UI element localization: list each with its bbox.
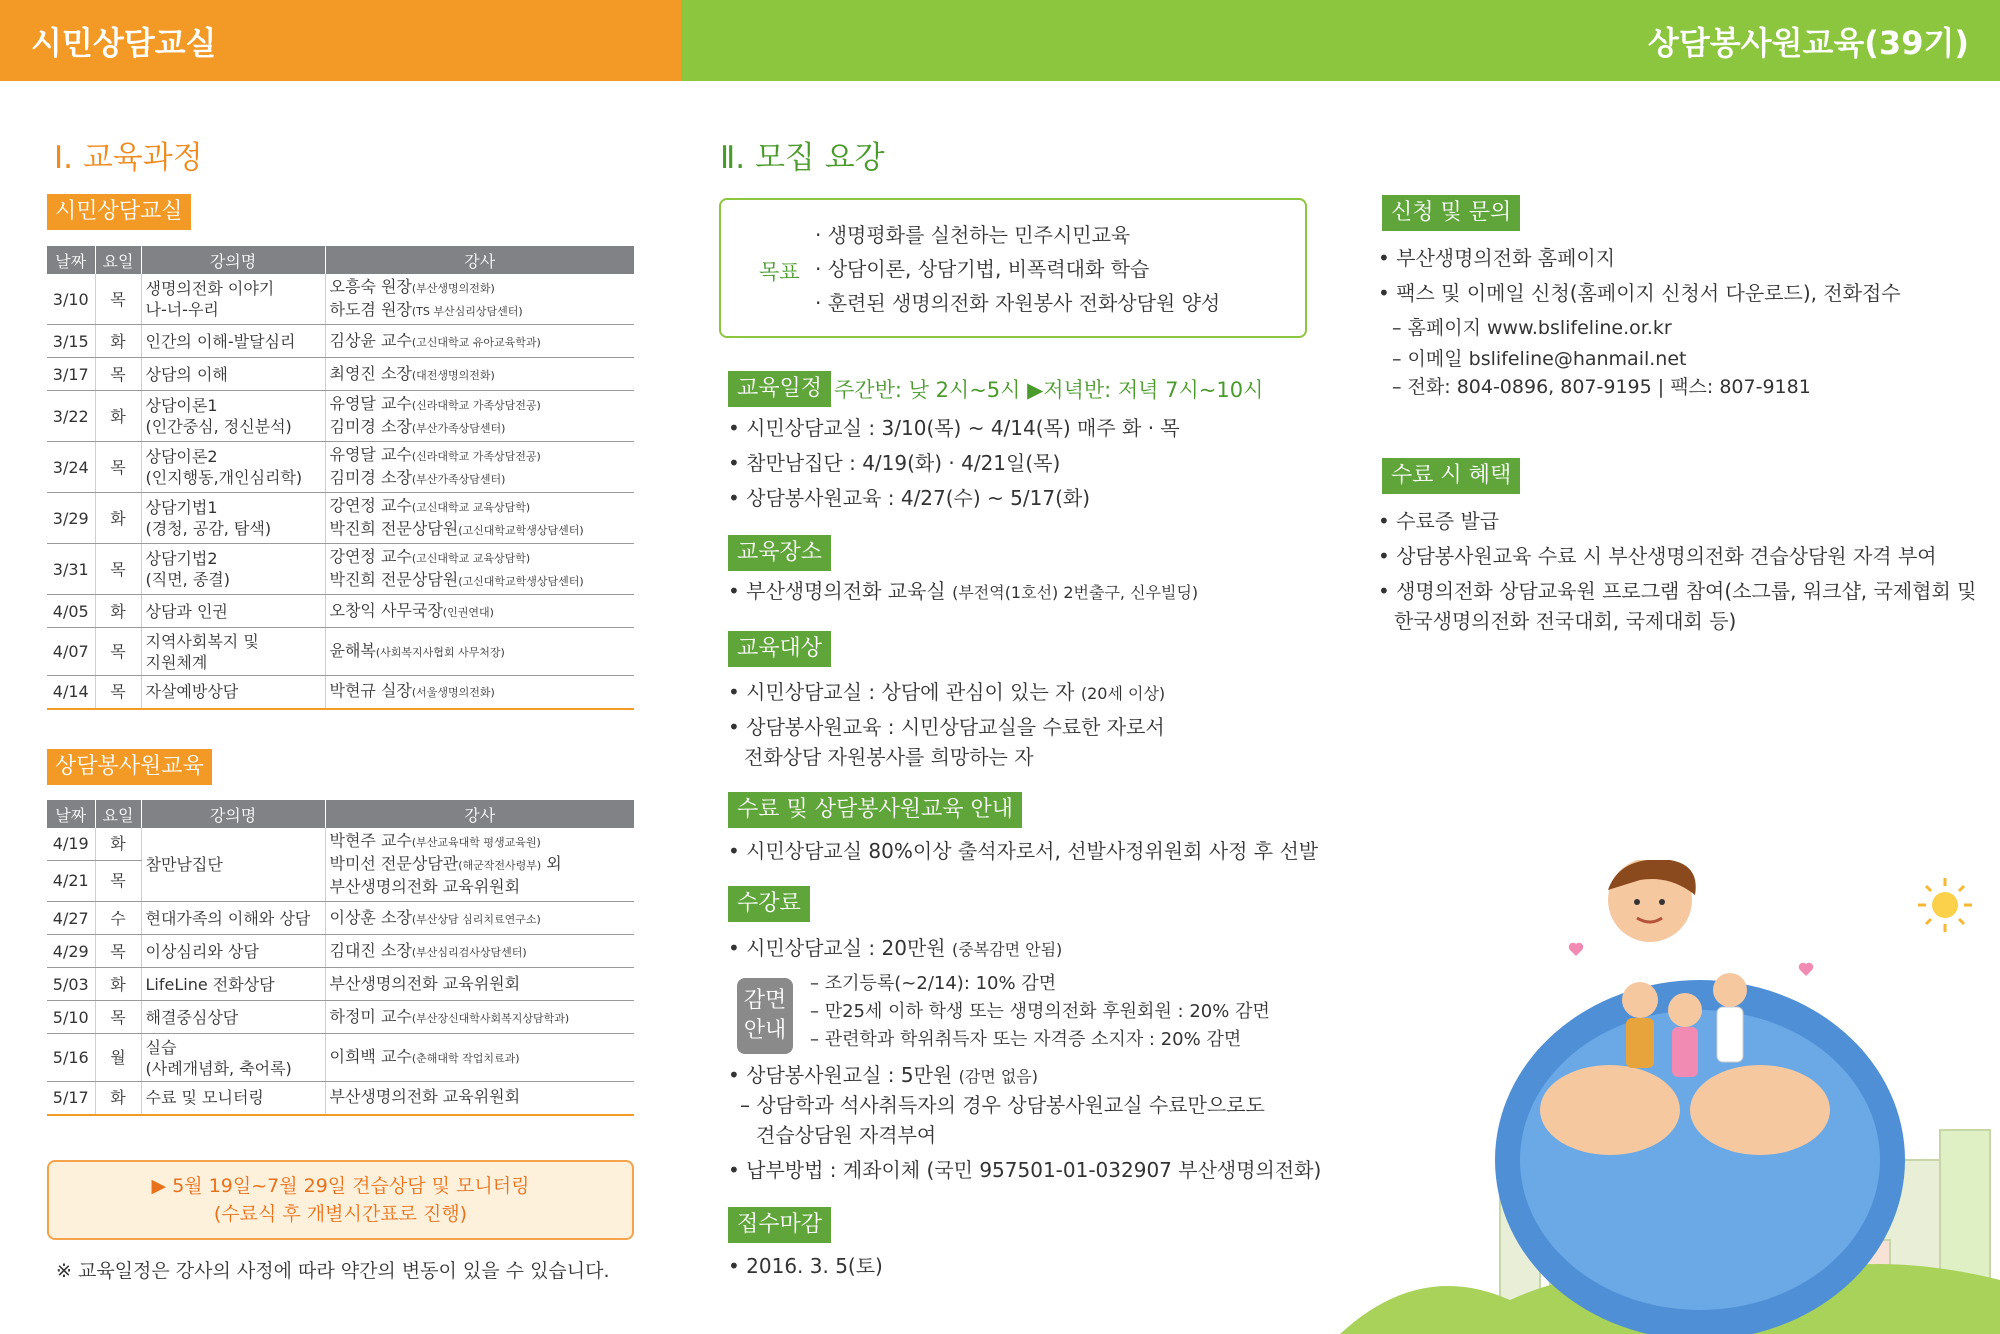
lecturer-cell (325, 358, 634, 391)
lecturer-line (330, 830, 631, 853)
lecturer-name: 박현규 실장 (329, 681, 412, 701)
table-row (47, 628, 634, 676)
lecturer-cell (325, 544, 634, 595)
date-cell: 4/27 (47, 902, 95, 935)
table-row (47, 935, 634, 968)
lecturer-cell (325, 442, 634, 493)
lecturer-affiliation: (서울생명의전화) (411, 686, 495, 700)
lecturer-cell (325, 902, 634, 935)
col-lecturer: 강사 (325, 800, 634, 828)
lecturer-name: 김미경 소장 (329, 468, 412, 487)
date-cell: 4/19 (47, 828, 95, 860)
lecturer-affiliation: (부산가족상담센터) (411, 473, 506, 486)
date-cell: 5/17 (47, 1082, 95, 1115)
lecturer-cell (325, 1034, 634, 1082)
lecturer-line (330, 569, 631, 592)
lecturer-name: 부산생명의전화 교육위원회 (329, 973, 521, 993)
lecturer-cell (325, 676, 634, 709)
table-row (47, 274, 634, 325)
lecture-line: (직면, 종결) (145, 570, 230, 589)
volunteer-schedule-table (47, 800, 634, 1116)
date-cell: 3/24 (47, 442, 95, 493)
target-label: 교육대상 (728, 631, 831, 667)
day-cell: 목 (95, 358, 141, 391)
discount-item: – 관련학과 학위취득자 또는 자격증 소지자 : 20% 감면 (810, 1029, 1242, 1050)
lecture-cell (141, 442, 325, 493)
schedule-class-times: 주간반: 낮 2시~5시 ▶저녁반: 저녁 7시~10시 (834, 378, 1264, 402)
lecturer-affiliation: (인권연대) (442, 605, 494, 619)
day-cell: 월 (95, 1034, 141, 1082)
lecturer-name: 강연정 교수 (329, 547, 412, 566)
giant-right-hand (1690, 1065, 1830, 1155)
lecturer-name: 외 (541, 854, 562, 873)
lecture-cell (141, 493, 325, 544)
deadline-label: 접수마감 (728, 1207, 831, 1243)
completion-text: • 시민상담교실 80%이상 출석자로서, 선발사정위원회 사정 후 선발 (728, 839, 1319, 863)
discount-badge-line: 감면 (743, 988, 787, 1013)
date-cell: 3/31 (47, 544, 95, 595)
benefit-item: • 수료증 발급 (1378, 509, 1500, 533)
lecturer-name: 이상훈 소장 (329, 907, 412, 927)
date-cell: 5/10 (47, 1001, 95, 1034)
table-row (47, 1082, 634, 1115)
discount-item: – 조기등록(~2/14): 10% 감면 (810, 973, 1057, 994)
lecturer-cell (325, 493, 634, 544)
header-left-bar (0, 0, 681, 81)
discount-badge (737, 978, 793, 1054)
sun-icon (1918, 878, 1972, 932)
lecturer-line (330, 940, 631, 963)
lecturer-line (330, 600, 631, 623)
apply-phone: – 전화: 804-0896, 807-9195 | 팩스: 807-9181 (1392, 376, 1811, 398)
benefit-item: • 상담봉사원교육 수료 시 부산생명의전화 견습상담원 자격 부여 (1378, 544, 1937, 568)
table-row (47, 676, 634, 709)
deadline-text: • 2016. 3. 5(토) (728, 1254, 883, 1278)
lecturer-affiliation: (사회복지사협회 사무처장) (375, 646, 505, 659)
lecturer-name: 박미선 전문상담관 (329, 854, 459, 873)
lecturer-affiliation: (춘해대학 작업치료과) (411, 1052, 520, 1065)
col-lecture: 강의명 (141, 800, 325, 828)
date-cell: 4/05 (47, 595, 95, 628)
lecturer-line (330, 973, 631, 996)
lecture-cell (141, 628, 325, 676)
apply-item: • 부산생명의전화 홈페이지 (1378, 246, 1616, 270)
section2-title: Ⅱ. 모집 요강 (720, 140, 885, 176)
lecture-cell (141, 1034, 325, 1082)
lecture-line: LifeLine 전화상담 (145, 974, 275, 994)
target-line: 전화상담 자원봉사를 희망하는 자 (744, 745, 1034, 769)
col-lecturer: 강사 (325, 246, 634, 274)
lecturer-cell (325, 968, 634, 1001)
lecture-line: 자살예방상담 (145, 682, 239, 702)
lecturer-name: 김대진 소장 (329, 940, 412, 960)
day-cell: 화 (95, 391, 141, 442)
lecture-line: 상담의 이해 (145, 364, 228, 384)
apply-item: • 팩스 및 이메일 신청(홈페이지 신청서 다운로드), 전화접수 (1378, 281, 1901, 305)
lecture-cell (141, 595, 325, 628)
citizen-course-label: 시민상담교실 (47, 194, 191, 230)
fee-label: 수강료 (728, 886, 810, 922)
place-label: 교육장소 (728, 535, 831, 571)
lecturer-affiliation: (신라대학교 가족상담전공) (411, 399, 541, 412)
practicum-notice-box (47, 1160, 634, 1240)
header-right-bar (681, 0, 2000, 81)
giant-left-hand (1540, 1065, 1680, 1155)
date-cell: 4/14 (47, 676, 95, 709)
practicum-notice-line1: ▶ 5월 19일~7월 29일 견습상담 및 모니터링 (151, 1175, 530, 1197)
lecturer-line (330, 467, 631, 490)
lecturer-line (330, 444, 631, 467)
lecturer-affiliation: (고신대학교 유아교육학과) (411, 335, 541, 349)
fee-line: – 상담학과 석사취득자의 경우 상담봉사원교실 수료만으로도 (740, 1093, 1265, 1117)
day-cell: 화 (95, 595, 141, 628)
lecture-cell (141, 935, 325, 968)
discount-list (810, 970, 1270, 1054)
lecturer-line (330, 680, 631, 703)
citizen-schedule-table (47, 246, 634, 710)
lecture-line: 생명의전화 이야기 (145, 279, 275, 298)
lecturer-cell (325, 1001, 634, 1034)
lecturer-cell (325, 325, 634, 358)
fee-citizen: • 시민상담교실 : 20만원 (728, 936, 952, 960)
goal-item: · 생명평화를 실천하는 민주시민교육 (815, 223, 1131, 247)
place-text (728, 576, 1198, 608)
lecturer-cell (325, 828, 634, 902)
lecture-cell (141, 544, 325, 595)
lecturer-line (330, 1006, 631, 1029)
lecturer-line (330, 276, 631, 299)
lecturer-name: 김상윤 교수 (329, 330, 412, 350)
volunteer-course-label: 상담봉사원교육 (47, 749, 212, 785)
lecture-cell (141, 676, 325, 709)
lecturer-name: 박진희 전문상담원 (329, 570, 459, 589)
lecture-line: 지역사회복지 및 (145, 631, 259, 651)
lecture-cell (141, 274, 325, 325)
lecturer-affiliation: (부산교육대학 평생교육원) (411, 836, 541, 849)
lecturer-line (330, 495, 631, 518)
place-detail: (부전역(1호선) 2번출구, 신우빌딩) (952, 583, 1199, 602)
place-main: • 부산생명의전화 교육실 (728, 579, 953, 603)
lecturer-line (330, 518, 631, 541)
day-cell: 목 (95, 442, 141, 493)
lecture-line: (경청, 공감, 탐색) (145, 519, 272, 538)
date-cell: 3/10 (47, 274, 95, 325)
day-cell: 목 (95, 544, 141, 595)
lecture-line: 실습 (145, 1037, 177, 1057)
fee-line: 견습상담원 자격부여 (756, 1123, 937, 1147)
discount-item: – 만25세 이하 학생 또는 생명의전화 후원회원 : 20% 감면 (810, 1001, 1270, 1022)
target-age: (20세 이상) (1080, 684, 1166, 703)
table-row (47, 968, 634, 1001)
lecturer-name: 강연정 교수 (329, 496, 412, 515)
lecturer-name: 박현주 교수 (329, 831, 412, 850)
heart-icon (1569, 943, 1813, 976)
lecture-cell (141, 1001, 325, 1034)
lecture-line: 지원체계 (145, 652, 208, 672)
lecturer-name: 부산생명의전화 교육위원회 (329, 877, 521, 896)
discount-badge-line: 안내 (743, 1018, 787, 1043)
day-cell: 목 (95, 676, 141, 709)
payment-method: • 납부방법 : 계좌이체 (국민 957501-01-032907 부산생명의전화) (728, 1158, 1322, 1182)
lecturer-affiliation: (부산상담 심리치료연구소) (411, 912, 541, 926)
target-line (728, 677, 1165, 709)
lecturer-name: 오창익 사무국장 (329, 600, 443, 620)
date-cell: 5/16 (47, 1034, 95, 1082)
col-day: 요일 (95, 246, 141, 274)
lecturer-line (330, 876, 631, 899)
lecture-line: 이상심리와 상담 (145, 941, 259, 961)
lecture-line: (사례개념화, 축어록) (145, 1058, 292, 1078)
lecturer-name: 윤해복 (329, 641, 376, 660)
table-row (47, 391, 634, 442)
date-cell: 4/07 (47, 628, 95, 676)
lecturer-affiliation: (부산가족상담센터) (411, 422, 506, 435)
benefit-item: 한국생명의전화 전국대회, 국제대회 등) (1394, 609, 1737, 633)
lecture-line: 상담기법2 (145, 549, 218, 568)
lecturer-line (330, 299, 631, 322)
date-cell: 5/03 (47, 968, 95, 1001)
lecture-line: 상담이론2 (145, 447, 218, 466)
lecture-line: 상담기법1 (145, 498, 218, 517)
table-row (47, 902, 634, 935)
lecturer-line (330, 853, 631, 876)
lecture-line: 상담이론1 (145, 396, 218, 415)
table-row (47, 493, 634, 544)
lecturer-name: 하도겸 원장 (329, 300, 412, 319)
lecture-line: 나-너-우리 (145, 300, 219, 319)
table-row (47, 325, 634, 358)
illustration-giant-holding-children (1340, 860, 2000, 1334)
lecturer-name: 부산생명의전화 교육위원회 (329, 1087, 521, 1107)
day-cell: 목 (95, 628, 141, 676)
schedule-item: • 시민상담교실 : 3/10(목) ~ 4/14(목) 매주 화 · 목 (728, 416, 1180, 440)
fee-line (728, 1060, 1038, 1092)
lecturer-line (330, 363, 631, 386)
table-row (47, 442, 634, 493)
day-cell: 목 (95, 860, 141, 901)
section1-title: Ⅰ. 교육과정 (54, 140, 203, 176)
day-cell: 화 (95, 325, 141, 358)
table-row (47, 595, 634, 628)
schedule-item: • 상담봉사원교육 : 4/27(수) ~ 5/17(화) (728, 486, 1090, 510)
col-lecture: 강의명 (141, 246, 325, 274)
target-main: • 시민상담교실 : 상담에 관심이 있는 자 (728, 680, 1081, 704)
lecturer-name: 이희백 교수 (329, 1047, 412, 1066)
lecturer-line (330, 907, 631, 930)
col-day: 요일 (95, 800, 141, 828)
table-row (47, 358, 634, 391)
lecture-cell (141, 1082, 325, 1115)
lecturer-affiliation: (신라대학교 가족상담전공) (411, 450, 541, 463)
lecturer-name: 최영진 소장 (329, 363, 412, 383)
day-cell: 화 (95, 968, 141, 1001)
lecture-cell: 참만남집단 (141, 828, 325, 902)
lecturer-line (330, 416, 631, 439)
benefit-item: • 생명의전화 상담교육원 프로그램 참여(소그룹, 워크샵, 국제협회 및 (1378, 579, 1977, 603)
goal-label: 목표 (759, 260, 800, 284)
benefit-label: 수료 시 혜택 (1382, 458, 1520, 494)
apply-homepage: – 홈페이지 www.bslifeline.or.kr (1392, 317, 1672, 339)
schedule-label: 교육일정 (728, 371, 831, 407)
lecture-line: 상담과 인권 (145, 601, 228, 621)
table-row (47, 828, 634, 860)
lecture-line: 인간의 이해-발달심리 (145, 331, 296, 351)
table-row (47, 544, 634, 595)
lecturer-affiliation: (TS 부산심리상담센터) (411, 305, 523, 318)
date-cell: 3/22 (47, 391, 95, 442)
table-header-row (47, 246, 634, 274)
lecturer-cell (325, 1082, 634, 1115)
table-header-row (47, 800, 634, 828)
date-cell: 4/21 (47, 860, 95, 901)
schedule-item: • 참만남집단 : 4/19(화) · 4/21일(목) (728, 451, 1061, 475)
goal-item: · 훈련된 생명의전화 자원봉사 전화상담원 양성 (815, 291, 1221, 315)
col-date: 날짜 (47, 246, 95, 274)
lecture-cell (141, 968, 325, 1001)
lecturer-line (330, 393, 631, 416)
date-cell: 3/15 (47, 325, 95, 358)
col-date: 날짜 (47, 800, 95, 828)
schedule-footnote: ※ 교육일정은 강사의 사정에 따라 약간의 변동이 있을 수 있습니다. (56, 1260, 610, 1282)
date-cell: 3/29 (47, 493, 95, 544)
lecturer-affiliation: (부산생명의전화) (411, 282, 495, 295)
apply-email: – 이메일 bslifeline@hanmail.net (1392, 348, 1687, 370)
fee-line (728, 933, 1062, 965)
day-cell: 화 (95, 1082, 141, 1115)
day-cell: 목 (95, 935, 141, 968)
day-cell: 목 (95, 1001, 141, 1034)
lecture-line: (인지행동,개인심리학) (145, 468, 303, 487)
header-right-title: 상담봉사원교육(39기) (1647, 24, 1969, 62)
lecture-cell (141, 391, 325, 442)
goal-box (719, 198, 1307, 338)
lecturer-line (330, 546, 631, 569)
lecturer-name: 김미경 소장 (329, 417, 412, 436)
table-row (47, 1001, 634, 1034)
goal-item: · 상담이론, 상담기법, 비폭력대화 학습 (815, 257, 1150, 281)
lecturer-cell (325, 274, 634, 325)
lecturer-affiliation: (부산심리검사상담센터) (411, 945, 527, 959)
lecturer-affiliation: (부산장신대학사회복지상담학과) (411, 1011, 570, 1025)
practicum-notice-line2: (수료식 후 개별시간표로 진행) (213, 1203, 468, 1225)
lecturer-affiliation: (고신대학교 교육상담학) (411, 501, 531, 514)
lecturer-name: 박진희 전문상담원 (329, 519, 459, 538)
lecturer-cell (325, 391, 634, 442)
completion-label: 수료 및 상담봉사원교육 안내 (728, 792, 1022, 828)
day-cell: 화 (95, 828, 141, 860)
lecture-line: 해결중심상담 (145, 1007, 239, 1027)
lecturer-line (330, 640, 631, 663)
day-cell: 목 (95, 274, 141, 325)
lecturer-cell (325, 595, 634, 628)
lecture-cell (141, 358, 325, 391)
date-cell: 4/29 (47, 935, 95, 968)
apply-label: 신청 및 문의 (1382, 195, 1520, 231)
lecturer-name: 오흥숙 원장 (329, 277, 412, 296)
lecture-cell (141, 325, 325, 358)
lecturer-name: 유영달 교수 (329, 394, 412, 413)
fee-volunteer-note: (감면 없음) (958, 1067, 1038, 1086)
lecture-line: 현대가족의 이해와 상담 (145, 908, 311, 928)
table-row (47, 1034, 634, 1082)
fee-citizen-note: (중복감면 안됨) (951, 940, 1063, 959)
lecture-cell (141, 902, 325, 935)
lecturer-affiliation: (고신대학교학생상담센터) (458, 575, 584, 588)
header-left-title: 시민상담교실 (31, 24, 217, 62)
day-cell: 화 (95, 493, 141, 544)
fee-volunteer: • 상담봉사원교실 : 5만원 (728, 1063, 959, 1087)
lecturer-name: 유영달 교수 (329, 445, 412, 464)
lecturer-name: 하정미 교수 (329, 1006, 412, 1026)
lecturer-cell (325, 628, 634, 676)
lecturer-cell (325, 935, 634, 968)
lecture-line: (인간중심, 정신분석) (145, 417, 292, 436)
lecturer-affiliation: (대전생명의전화) (411, 368, 495, 382)
lecturer-affiliation: (고신대학교학생상담센터) (458, 524, 584, 537)
lecturer-affiliation: (고신대학교 교육상담학) (411, 552, 531, 565)
day-cell: 수 (95, 902, 141, 935)
lecturer-line (330, 330, 631, 353)
lecturer-affiliation: (해군작전사령부) (458, 859, 542, 872)
lecturer-line (330, 1046, 631, 1069)
target-line: • 상담봉사원교육 : 시민상담교실을 수료한 자로서 (728, 715, 1165, 739)
lecture-line: 수료 및 모니터링 (145, 1088, 264, 1108)
date-cell: 3/17 (47, 358, 95, 391)
lecturer-line (330, 1086, 631, 1109)
